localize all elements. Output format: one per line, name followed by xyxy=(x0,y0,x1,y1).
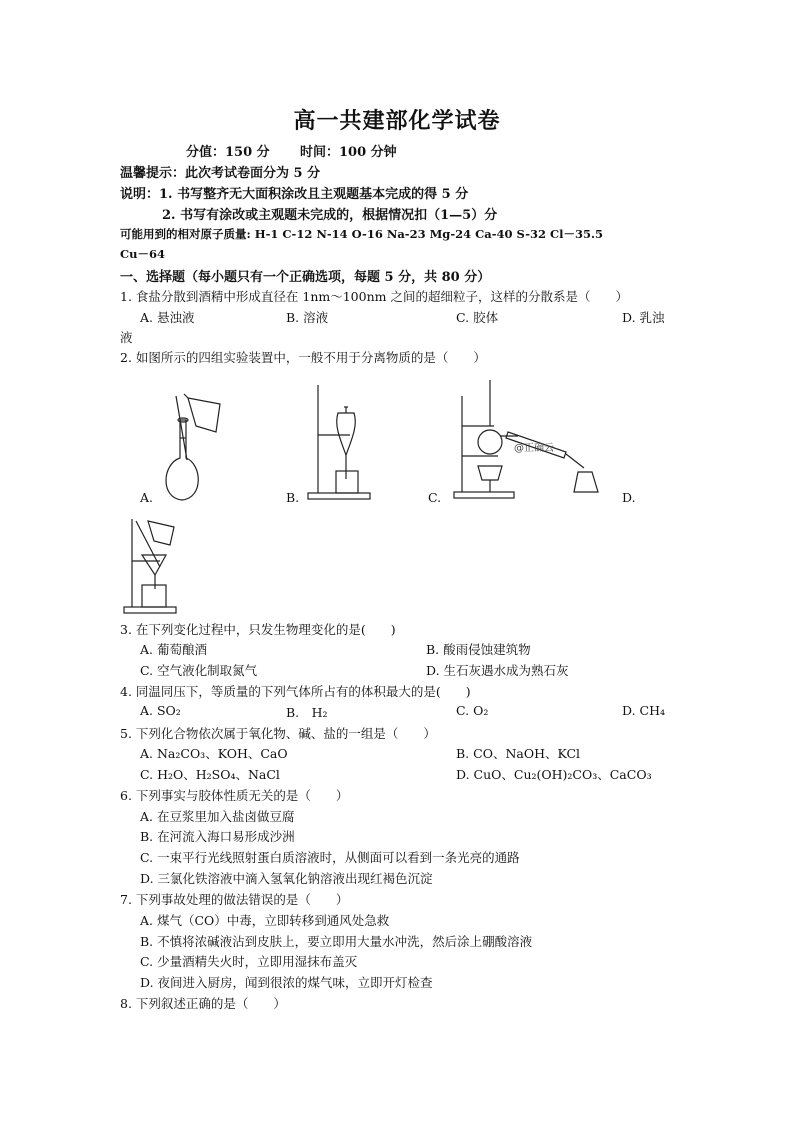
q7-option-d: D. 夜间进入厨房，闻到很浓的煤气味，立即开灯检查 xyxy=(140,975,433,990)
q2-option-d: D. xyxy=(622,490,636,505)
q1-option-b: B. 溶液 xyxy=(286,310,329,325)
q3-stem: 3. 在下列变化过程中，只发生物理变化的是( ) xyxy=(120,622,396,637)
section-heading: 一、选择题（每小题只有一个正确选项，每题 5 分，共 80 分） xyxy=(120,270,491,285)
q3-option-c: C. 空气液化制取氮气 xyxy=(140,663,258,678)
q1-option-a: A. 悬浊液 xyxy=(140,310,195,325)
q2-option-b: B. xyxy=(286,490,300,505)
q8-stem: 8. 下列叙述正确的是（ ） xyxy=(120,996,286,1011)
note-2: 2. 书写有涂改或主观题未完成的，根据情况扣（1—5）分 xyxy=(162,208,498,223)
apparatus-b-separatory-funnel xyxy=(304,383,374,503)
apparatus-d-filtration xyxy=(120,515,190,615)
q3-option-a: A. 葡萄酿酒 xyxy=(140,642,207,657)
q2-stem: 2. 如图所示的四组实验装置中，一般不用于分离物质的是（ ） xyxy=(120,350,486,365)
q4-option-c: C. O₂ xyxy=(456,703,489,718)
q5-stem: 5. 下列化合物依次属于氧化物、碱、盐的一组是（ ） xyxy=(120,726,436,741)
page-title: 高一共建部化学试卷 xyxy=(293,108,501,134)
q5-option-d: D. CuO、Cu₂(OH)₂CO₃、CaCO₃ xyxy=(456,767,652,782)
q6-option-c: C. 一束平行光线照射蛋白质溶液时，从侧面可以看到一条光亮的通路 xyxy=(140,850,520,865)
atomic-masses-line2: Cu－64 xyxy=(120,247,166,261)
q1-stem: 1. 食盐分散到酒精中形成直径在 1nm～100nm 之间的超细粒子，这样的分散系是（ ） xyxy=(120,289,628,304)
q6-stem: 6. 下列事实与胶体性质无关的是（ ） xyxy=(120,788,349,803)
atomic-masses-line1: 可能用到的相对原子质量: H-1 C-12 N-14 O-16 Na-23 Mg-24 Ca-40 S-32 Cl－35.5 xyxy=(120,227,604,241)
q3-option-d: D. 生石灰遇水成为熟石灰 xyxy=(426,663,569,678)
score-info: 分值：150 分 xyxy=(186,145,270,160)
q6-option-b: B. 在河流入海口易形成沙洲 xyxy=(140,829,295,844)
q5-option-c: C. H₂O、H₂SO₄、NaCl xyxy=(140,767,280,782)
note-1: 说明：1. 书写整齐无大面积涂改且主观题基本完成的得 5 分 xyxy=(120,187,469,202)
q5-option-b: B. CO、NaOH、KCl xyxy=(456,746,581,761)
q4-option-a: A. SO₂ xyxy=(140,703,181,718)
warm-tip: 温馨提示：此次考试卷面分为 5 分 xyxy=(120,166,321,181)
q6-option-d: D. 三氯化铁溶液中滴入氢氧化钠溶液出现红褐色沉淀 xyxy=(140,871,433,886)
q7-option-c: C. 少量酒精失火时，立即用湿抹布盖灭 xyxy=(140,954,358,969)
q3-option-b: B. 酸雨侵蚀建筑物 xyxy=(426,642,531,657)
q4-stem: 4. 同温同压下，等质量的下列气体所占有的体积最大的是( ) xyxy=(120,684,471,699)
q7-option-a: A. 煤气（CO）中毒，立即转移到通风处急救 xyxy=(140,913,390,928)
apparatus-c-distillation xyxy=(448,376,608,501)
q5-option-a: A. Na₂CO₃、KOH、CaO xyxy=(140,746,288,761)
q2-option-a: A. xyxy=(140,490,154,505)
apparatus-a-volumetric-flask xyxy=(150,390,240,505)
q4-option-d: D. CH₄ xyxy=(622,703,665,718)
q7-stem: 7. 下列事故处理的做法错误的是（ ） xyxy=(120,892,349,907)
q4-option-b: B. H₂ xyxy=(286,705,328,720)
q7-option-b: B. 不慎将浓碱液沾到皮肤上，要立即用大量水冲洗，然后涂上硼酸溶液 xyxy=(140,934,533,949)
q6-option-a: A. 在豆浆里加入盐卤做豆腐 xyxy=(140,809,295,824)
q1-option-d: D. 乳浊 xyxy=(622,310,665,325)
q2-option-c: C. xyxy=(428,490,442,505)
q1-option-c: C. 胶体 xyxy=(456,310,499,325)
watermark: @正确云 xyxy=(514,443,554,454)
q1-option-d-continued: 液 xyxy=(120,330,133,345)
time-info: 时间：100 分钟 xyxy=(300,145,397,160)
